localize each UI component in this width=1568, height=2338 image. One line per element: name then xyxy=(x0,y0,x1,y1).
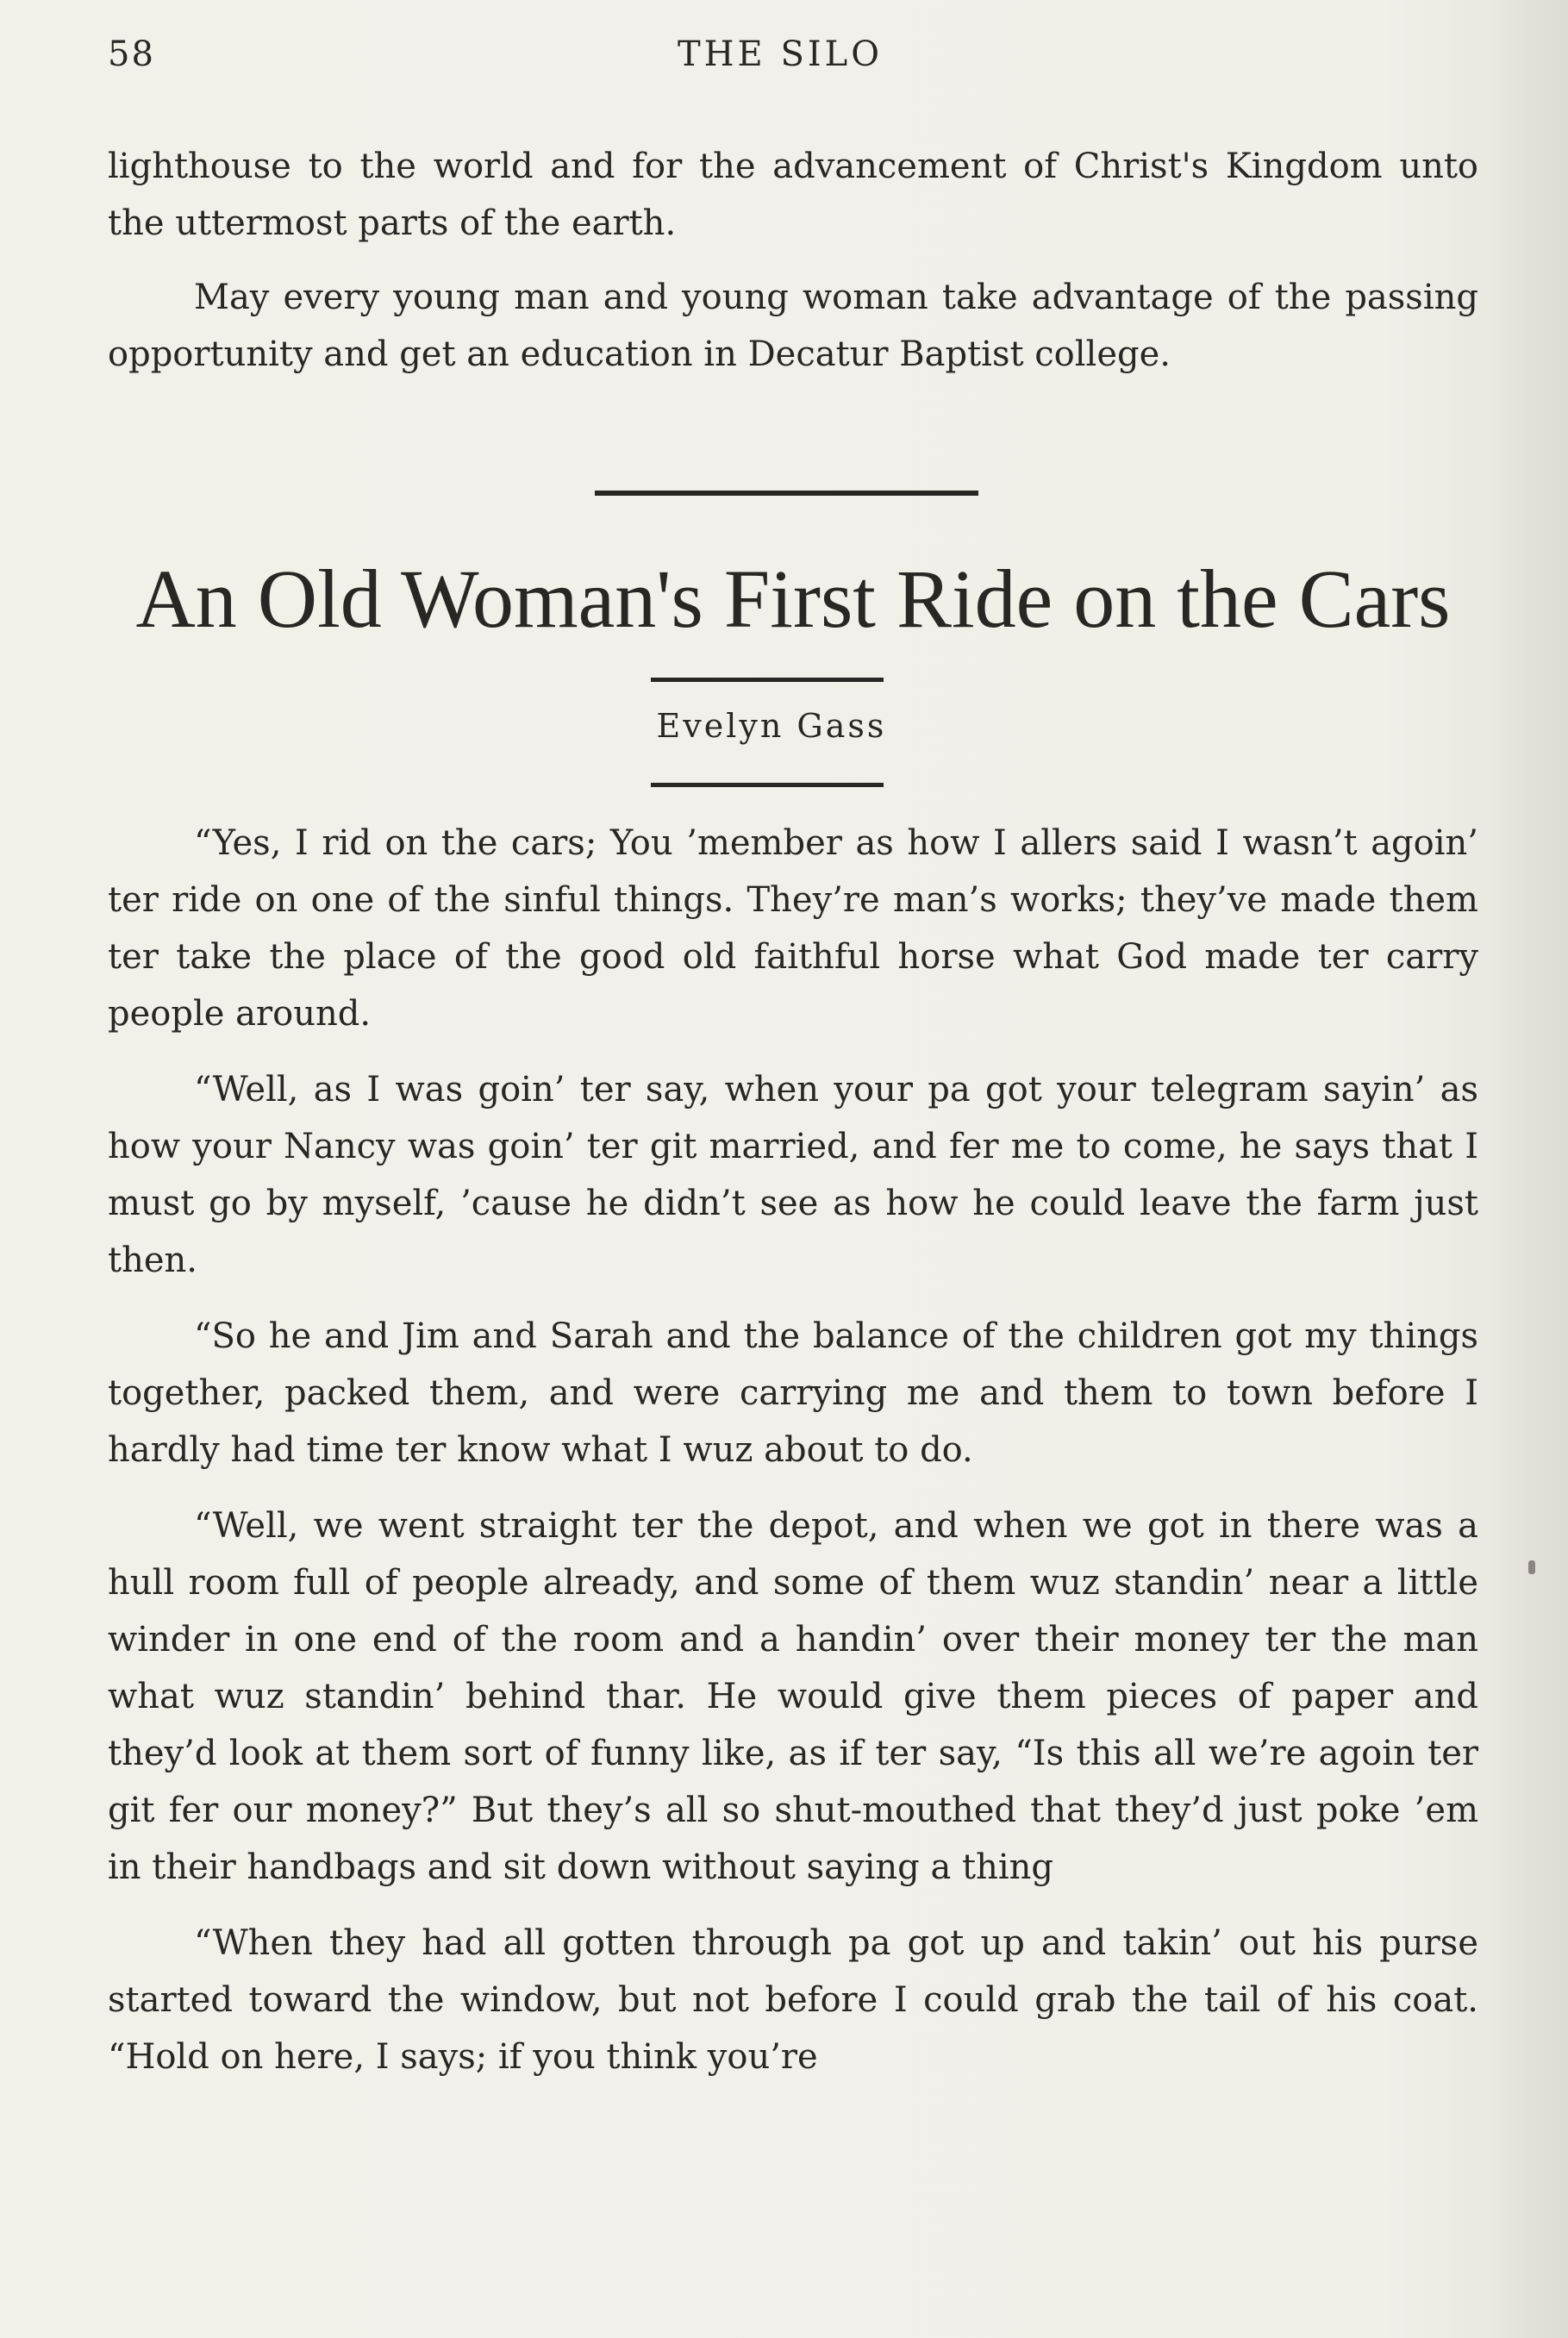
title-rule xyxy=(651,678,884,682)
page-number: 58 xyxy=(108,34,155,74)
running-title: THE SILO xyxy=(677,34,884,74)
section-divider xyxy=(595,491,978,496)
intro-text xyxy=(108,138,1478,383)
page-header xyxy=(108,34,1487,86)
article-title: An Old Woman's First Ride on the Cars xyxy=(135,553,1451,645)
article-author: Evelyn Gass xyxy=(656,707,887,745)
intro-paragraph: lighthouse to the world and for the advancement of Christ's Kingdom unto the uttermost parts of the earth. xyxy=(108,147,1478,243)
author-rule xyxy=(651,783,884,787)
article-paragraph: “Yes, I rid on the cars; You ’member as how I allers said I wasn’t agoin’ ter ride on one of the sinful things. They’re man’s works; they’ve made them ter take the place of the good old faithful horse what God made ter carry people around. xyxy=(108,823,1478,1034)
article-body xyxy=(108,815,1478,2104)
page-edge-mark xyxy=(1528,1560,1535,1574)
article-paragraph: “Well, as I was goin’ ter say, when your pa got your telegram sayin’ as how your Nancy was goin’ ter git married, and fer me to come, he says that I must go by myself, ’cause he didn’t see as how he could leave the farm just then. xyxy=(108,1070,1478,1280)
article-paragraph: “So he and Jim and Sarah and the balance of the children got my things together, packed them, and were carrying me and them to town before I hardly had time ter know what I wuz about to do. xyxy=(108,1316,1478,1470)
intro-paragraph: May every young man and young woman take advantage of the passing opportunity and get an education in Decatur Baptist college. xyxy=(108,278,1478,374)
article-paragraph: “When they had all gotten through pa got up and takin’ out his purse started toward the window, but not before I could grab the tail of his coat. “Hold on here, I says; if you think you’re xyxy=(108,1923,1478,2077)
article-paragraph: “Well, we went straight ter the depot, and when we got in there was a hull room full of people already, and some of them wuz standin’ near a little winder in one end of the room and a handin’ over their money ter the man what wuz standin’ behind thar. He would give them pieces of paper and they’d look at them sort of funny like, as if ter say, “Is this all we’re agoin ter git fer our money?” But they’s all so shut-mouthed that they’d just poke ’em in their handbags and sit down without saying a thing xyxy=(108,1506,1478,1887)
